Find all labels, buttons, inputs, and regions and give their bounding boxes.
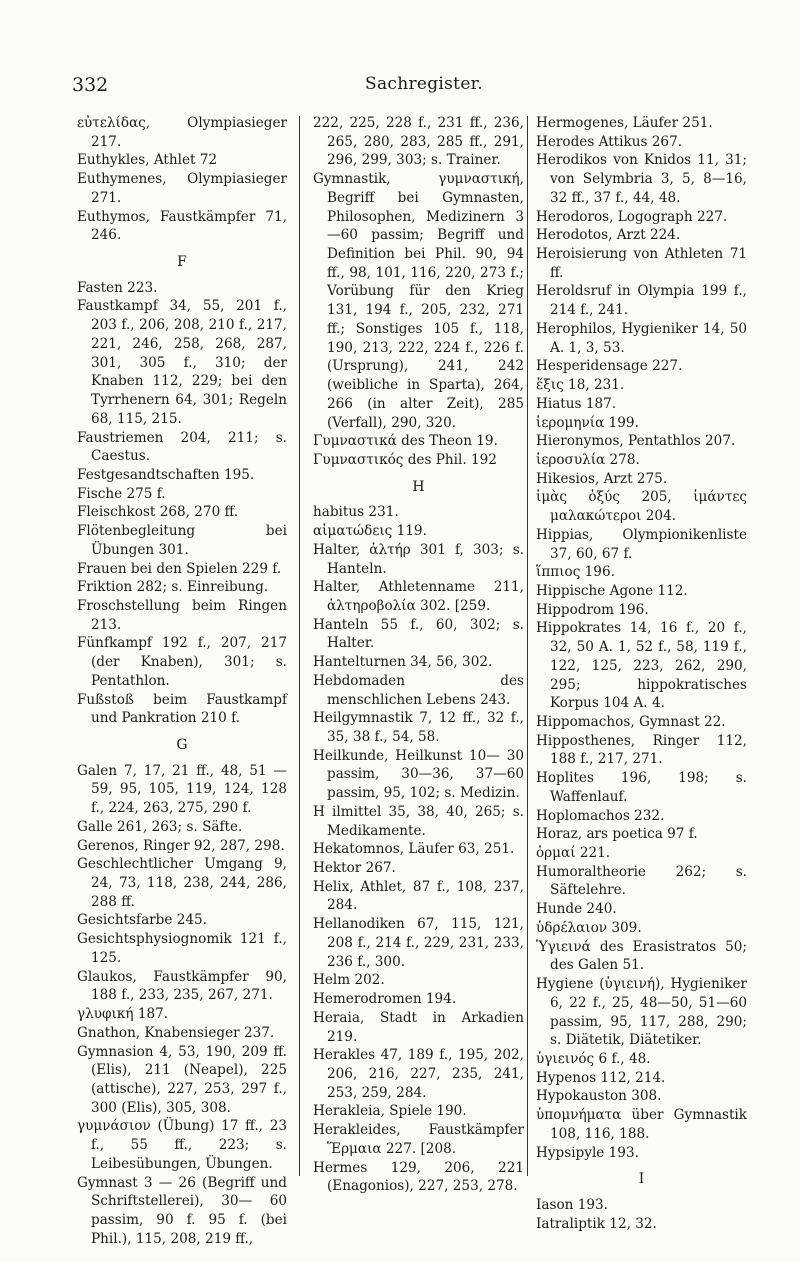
index-entry: Heroldsruf in Olympia 199 f., 214 f., 241.: [536, 283, 747, 319]
index-entry: Hippische Agone 112.: [536, 582, 688, 599]
index-entry: Geschlechtlicher Umgang 9, 24, 73, 118, 238, 244, 286, 288 ff.: [77, 856, 287, 910]
index-entry: Hikesios, Arzt 275.: [536, 470, 668, 487]
index-entry: Horaz, ars poetica 97 f.: [536, 826, 698, 843]
index-entry: Hippodrom 196.: [536, 601, 649, 618]
index-entry: Gerenos, Ringer 92, 287, 298.: [77, 837, 285, 854]
index-entry: Hantelturnen 34, 56, 302.: [313, 654, 493, 671]
index-entry: Hektor 267.: [313, 860, 396, 877]
column-rule-2: [527, 116, 528, 1176]
index-column-3: [536, 114, 747, 1233]
index-entry: Hoplites 196, 198; s. Waffenlauf.: [536, 770, 747, 805]
index-entry: Γυμναστικός des Phil. 192: [313, 451, 497, 468]
index-entry: Froschstellung beim Ringen 213.: [77, 597, 287, 633]
index-entry: Fische 275 f.: [77, 485, 166, 502]
index-entry: 222, 225, 228 f., 231 ff., 236, 265, 280, 283, 285 ff., 291, 296, 299, 303; s. Trainer.: [313, 115, 524, 169]
index-entry: Hoplomachos 232.: [536, 807, 665, 824]
index-entry: Glaukos, Faustkämpfer 90, 188 f., 233, 235, 267, 271.: [77, 968, 287, 1004]
index-entry: Hemerodromen 194.: [313, 991, 457, 1008]
index-entry: Γυμναστικά des Theon 19.: [313, 433, 498, 450]
index-entry: Heilgymnastik 7, 12 ff., 32 f., 35, 38 f., 54, 58.: [313, 710, 524, 745]
index-entry: γλυφική 187.: [77, 1006, 169, 1023]
index-entry: Fleischkost 268, 270 ff.: [77, 504, 239, 521]
index-entry: Iason 193.: [536, 1196, 608, 1213]
index-entry: Euthykles, Athlet 72: [77, 152, 218, 169]
index-entry: ὑδρέλαιον 309.: [536, 919, 642, 936]
index-entry: Hanteln 55 f., 60, 302; s. Halter.: [313, 616, 524, 652]
index-entry: εὐτελίδας, Olympiasieger 217.: [77, 115, 287, 150]
index-entry: Galle 261, 263; s. Säfte.: [77, 818, 243, 835]
running-head: Sachregister.: [365, 74, 483, 94]
index-column-2: [313, 114, 524, 1196]
index-entry: Helix, Athlet, 87 f., 108, 237, 284.: [313, 878, 524, 914]
section-letter: F: [177, 254, 187, 271]
index-entry: Euthymos, Faustkämpfer 71, 246.: [77, 208, 287, 244]
index-entry: Hygiene (ὑγιεινή), Hygieniker 6, 22 f., 25, 48—50, 51—60 passim, 95, 117, 288, 290; s. Diätetik, Diätetiker.: [536, 976, 747, 1049]
index-entry: Herakleides, Faustkämpfer Ἕρμαια 227. [208.: [313, 1122, 524, 1157]
index-entry: Flötenbegleitung bei Übungen 301.: [77, 523, 287, 558]
index-entry: Fasten 223.: [77, 279, 158, 296]
index-entry: Hieronymos, Pentathlos 207.: [536, 433, 736, 450]
section-letter: H: [412, 478, 425, 495]
index-entry: Hypsipyle 193.: [536, 1144, 639, 1161]
index-entry: Heroisierung von Athleten 71 ff.: [536, 246, 747, 281]
index-entry: Gesichtsfarbe 245.: [77, 912, 208, 929]
index-entry: ἵππιος 196.: [536, 564, 615, 581]
index-entry: Gnathon, Knabensieger 237.: [77, 1024, 275, 1041]
index-entry: Hippokrates 14, 16 f., 20 f., 32, 50 A. 1, 52 f., 58, 119 f., 122, 125, 223, 262, 290, 295; hippokratisches Korpus 104 A. 4.: [536, 620, 747, 712]
index-entry: ἕξις 18, 231.: [536, 377, 625, 394]
index-entry: γυμνάσιον (Übung) 17 ff., 23 f., 55 ff., 223; s. Leibesübungen, Übungen.: [77, 1118, 287, 1172]
index-entry: ὑπομνήματα über Gymnastik 108, 116, 188.: [536, 1107, 747, 1142]
index-entry: Faustkampf 34, 55, 201 f., 203 f., 206, 208, 210 f., 217, 221, 246, 258, 268, 287, 301, 305 f., 310; der Knaben 112, 229; bei den Tyrrhenern 64, 301; Regeln 68, 115, 215.: [77, 298, 287, 427]
index-entry: Hippias, Olympionikenliste 37, 60, 67 f.: [536, 526, 747, 562]
index-entry: Hermogenes, Läufer 251.: [536, 115, 713, 131]
page-number: 332: [72, 74, 109, 96]
index-entry: αἱματώδεις 119.: [313, 523, 427, 540]
index-entry: habitus 231.: [313, 504, 399, 521]
index-entry: Frauen bei den Spielen 229 f.: [77, 560, 282, 577]
index-entry: Herodotos, Arzt 224.: [536, 227, 681, 244]
index-entry: Hiatus 187.: [536, 395, 617, 412]
index-entry: Ὑγιεινά des Erasistratos 50; des Galen 51.: [536, 938, 747, 974]
section-letter: I: [638, 1171, 645, 1188]
index-entry: Fünfkampf 192 f., 207, 217 (der Knaben), 301; s. Pentathlon.: [77, 635, 287, 689]
index-entry: Gesichtsphysiognomik 121 f., 125.: [77, 931, 287, 966]
index-entry: Hellanodiken 67, 115, 121, 208 f., 214 f., 229, 231, 233, 236 f., 300.: [313, 916, 524, 970]
index-entry: Herakleia, Spiele 190.: [313, 1103, 467, 1120]
index-entry: ἱερομηνία 199.: [536, 414, 639, 431]
index-entry: Hebdomaden des menschlichen Lebens 243.: [313, 672, 524, 708]
index-entry: ἱμὰς ὀξύς 205, ἱμάντες μαλακώτεροι 204.: [536, 489, 747, 525]
index-entry: Hippomachos, Gymnast 22.: [536, 714, 726, 730]
index-entry: Euthymenes, Olympiasieger 271.: [77, 171, 287, 206]
index-entry: Herodikos von Knidos 11, 31; von Selymbria 3, 5, 8—16, 32 ff., 37 f., 44, 48.: [536, 152, 747, 206]
index-entry: Hesperidensage 227.: [536, 358, 683, 375]
index-entry: Hermes 129, 206, 221 (Enagonios), 227, 253, 278.: [313, 1159, 524, 1195]
index-entry: Herakles 47, 189 f., 195, 202, 206, 216, 227, 235, 241, 253, 259, 284.: [313, 1047, 524, 1101]
index-entry: Galen 7, 17, 21 ff., 48, 51 —59, 95, 105, 119, 124, 128 f., 224, 263, 275, 290 f.: [77, 762, 287, 817]
index-entry: Hypokauston 308.: [536, 1088, 662, 1105]
index-entry: Fußstoß beim Faustkampf und Pankration 210 f.: [77, 691, 287, 727]
index-entry: Halter, ἁλτήρ 301 f, 303; s. Hanteln.: [313, 541, 524, 577]
index-entry: Humoraltheorie 262; s. Säftelehre.: [536, 863, 747, 899]
index-entry: Herodes Attikus 267.: [536, 133, 683, 150]
index-entry: Herodoros, Logograph 227.: [536, 208, 728, 225]
index-entry: H ilmittel 35, 38, 40, 265; s. Medikamente.: [313, 803, 524, 839]
index-entry: Festgesandtschaften 195.: [77, 466, 255, 483]
index-entry: ἱεροσυλία 278.: [536, 451, 640, 468]
index-entry: Heraia, Stadt in Arkadien 219.: [313, 1009, 524, 1045]
index-entry: Halter, Athletenname 211, ἁλτηροβολία 302. [259.: [313, 579, 524, 614]
index-entry: Faustriemen 204, 211; s. Caestus.: [77, 429, 287, 465]
column-rule-1: [299, 116, 300, 1176]
index-entry: ὁρμαί 221.: [536, 845, 611, 862]
section-letter: G: [176, 737, 188, 753]
index-entry: Friktion 282; s. Einreibung.: [77, 579, 269, 596]
index-entry: Gymnast 3 — 26 (Begriff und Schriftstellerei), 30— 60 passim, 90 f. 95 f. (bei Phil.), 115, 208, 219 ff.,: [77, 1174, 287, 1247]
index-entry: Hypenos 112, 214.: [536, 1069, 666, 1086]
index-entry: Gymnasion 4, 53, 190, 209 ff. (Elis), 211 (Neapel), 225 (attische), 227, 253, 297 f., 300 (Elis), 305, 308.: [77, 1043, 287, 1116]
index-entry: Herophilos, Hygieniker 14, 50 A. 1, 3, 53.: [536, 320, 747, 356]
index-entry: Hipposthenes, Ringer 112, 188 f., 217, 271.: [536, 732, 747, 768]
index-column-1: [77, 114, 287, 1248]
index-entry: Hunde 240.: [536, 901, 617, 918]
index-entry: Iatraliptik 12, 32.: [536, 1215, 657, 1232]
index-entry: ὑγιεινός 6 f., 48.: [536, 1050, 651, 1067]
index-entry: Gymnastik, γυμναστική, Begriff bei Gymnasten, Philosophen, Medizinern 3 —60 passim; Begriff und Definition bei Phil. 90, 94 ff., 98, 101, 116, 220, 273 f.; Vorübung für den Krieg 131, 194 f., 205, 232, 271 ff.; Sonstiges 105 f., 118, 190, 213, 222, 224 f., 226 f. (Ursprung), 241, 242 (weibliche in Sparta), 264, 266 (in alter Zeit), 285 (Verfall), 290, 320.: [313, 171, 524, 431]
index-entry: Heilkunde, Heilkunst 10— 30 passim, 30—36, 37—60 passim, 95, 102; s. Medizin.: [313, 747, 524, 802]
index-entry: Hekatomnos, Läufer 63, 251.: [313, 841, 515, 858]
index-entry: Helm 202.: [313, 972, 385, 989]
